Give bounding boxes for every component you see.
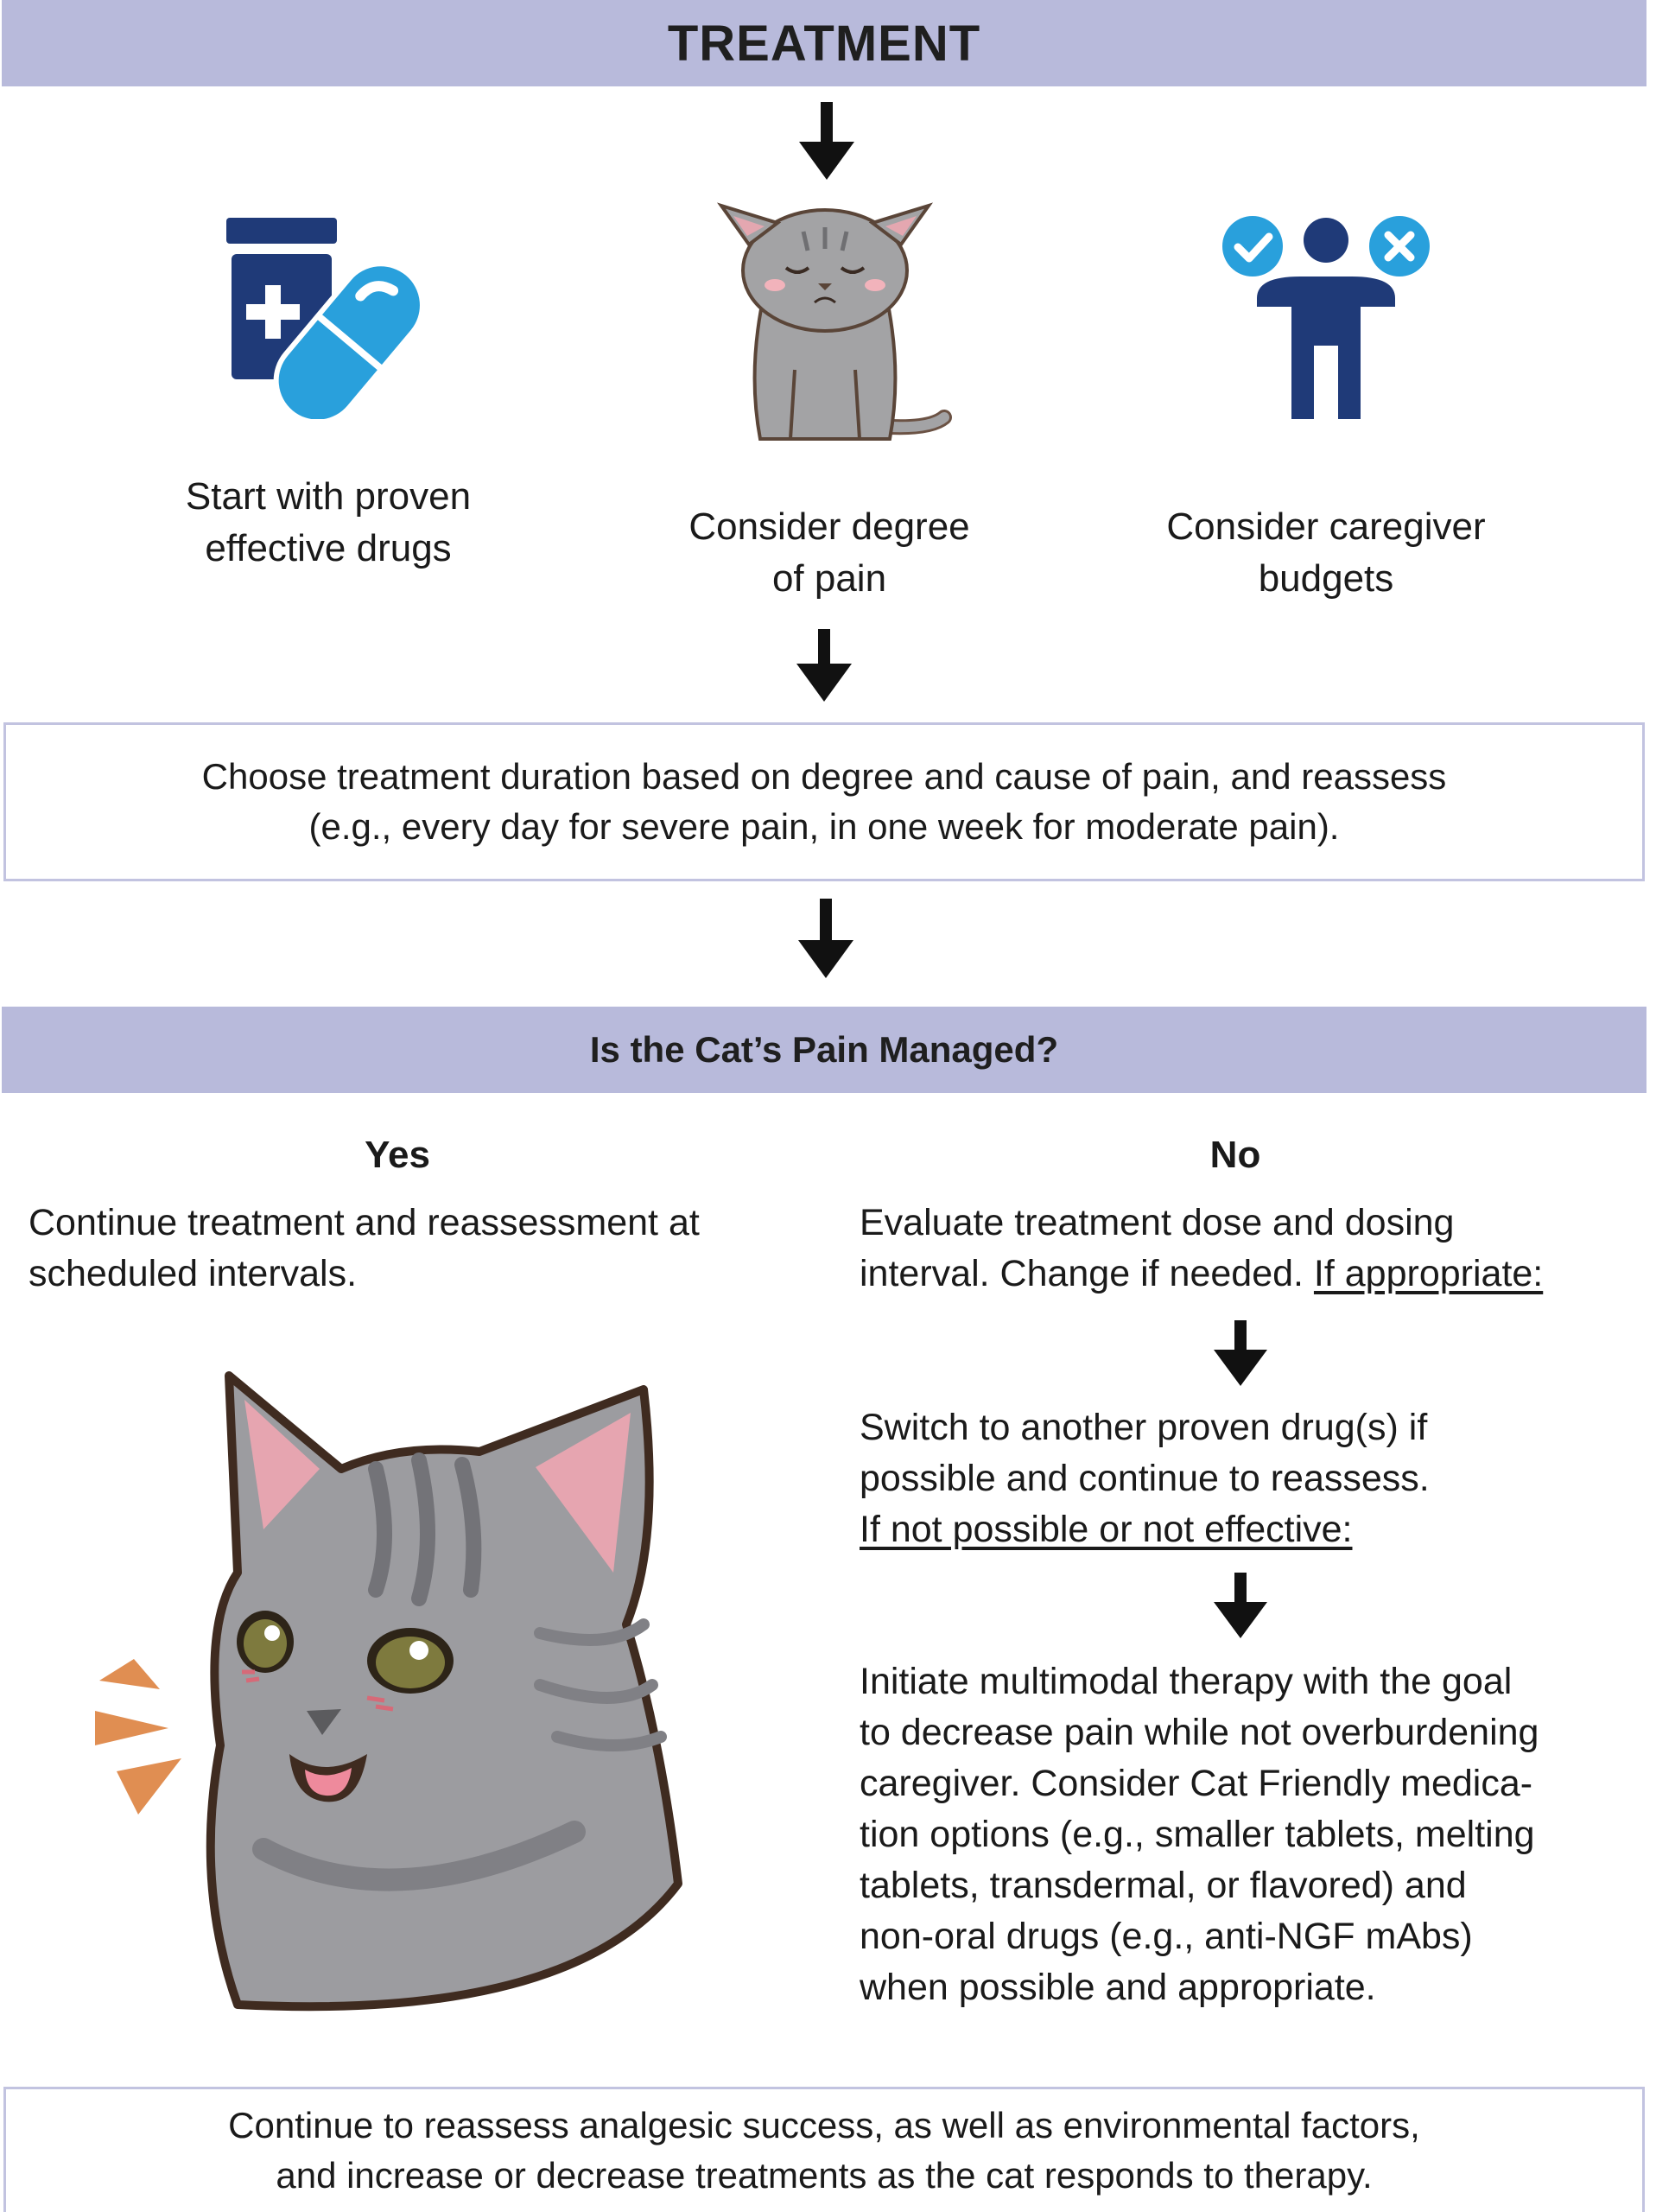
- down-arrow-icon: [796, 629, 852, 702]
- yes-text: Continue treatment and reassessment at scheduled intervals.: [29, 1202, 700, 1294]
- if-appropriate-label: If appropriate:: [1313, 1253, 1544, 1294]
- reassess-summary-box: [3, 2087, 1645, 2212]
- final-line-1: Continue to reassess analgesic success, as well as environmental factors,: [228, 2105, 1420, 2145]
- down-arrow-icon: [1214, 1573, 1267, 1638]
- no-step-2-text: Switch to another proven drug(s) if possible and continue to reassess. If not possible or not effective:: [860, 1402, 1430, 1555]
- question-label: Is the Cat’s Pain Managed?: [589, 1029, 1059, 1070]
- no-heading: No: [1209, 1134, 1261, 1176]
- no-step-3-text: Initiate multimodal therapy with the goal to decrease pain while not overburdening caregiver. Consider Cat Friendly medica- tion options (e.g., smaller tablets, melting tablets, transdermal, or flavored) and non-oral drugs (e.g., anti-NGF mAbs) when possible and appropriate.: [860, 1661, 1539, 2008]
- decision-person-icon: [1222, 216, 1430, 423]
- consideration-drugs-text: Start with proven effective drugs: [185, 475, 472, 569]
- happy-cat-icon: [91, 1365, 695, 2013]
- medication-icon: [226, 216, 425, 419]
- down-arrow-icon: [799, 102, 854, 180]
- treatment-title: TREATMENT: [667, 15, 981, 72]
- sad-cat-icon: [713, 197, 955, 456]
- consideration-pain-text: Consider degree of pain: [688, 505, 970, 600]
- down-arrow-icon: [1214, 1320, 1267, 1386]
- consideration-budget-text: Consider caregiver budgets: [1166, 505, 1486, 600]
- no-step-1-text: Evaluate treatment dose and dosing interval. Change if needed. If appropriate:: [860, 1202, 1544, 1294]
- yes-heading: Yes: [365, 1134, 430, 1176]
- if-not-possible-label: If not possible or not effective:: [860, 1509, 1353, 1550]
- down-arrow-icon: [798, 899, 853, 978]
- duration-line-1: Choose treatment duration based on degree and cause of pain, and reassess: [201, 756, 1447, 797]
- pain-managed-question: [2, 1007, 1646, 1093]
- final-line-2: and increase or decrease treatments as the cat responds to therapy.: [276, 2155, 1373, 2196]
- duration-line-2: (e.g., every day for severe pain, in one week for moderate pain).: [308, 806, 1340, 847]
- treatment-duration-box: [3, 722, 1645, 881]
- treatment-header: [2, 0, 1646, 86]
